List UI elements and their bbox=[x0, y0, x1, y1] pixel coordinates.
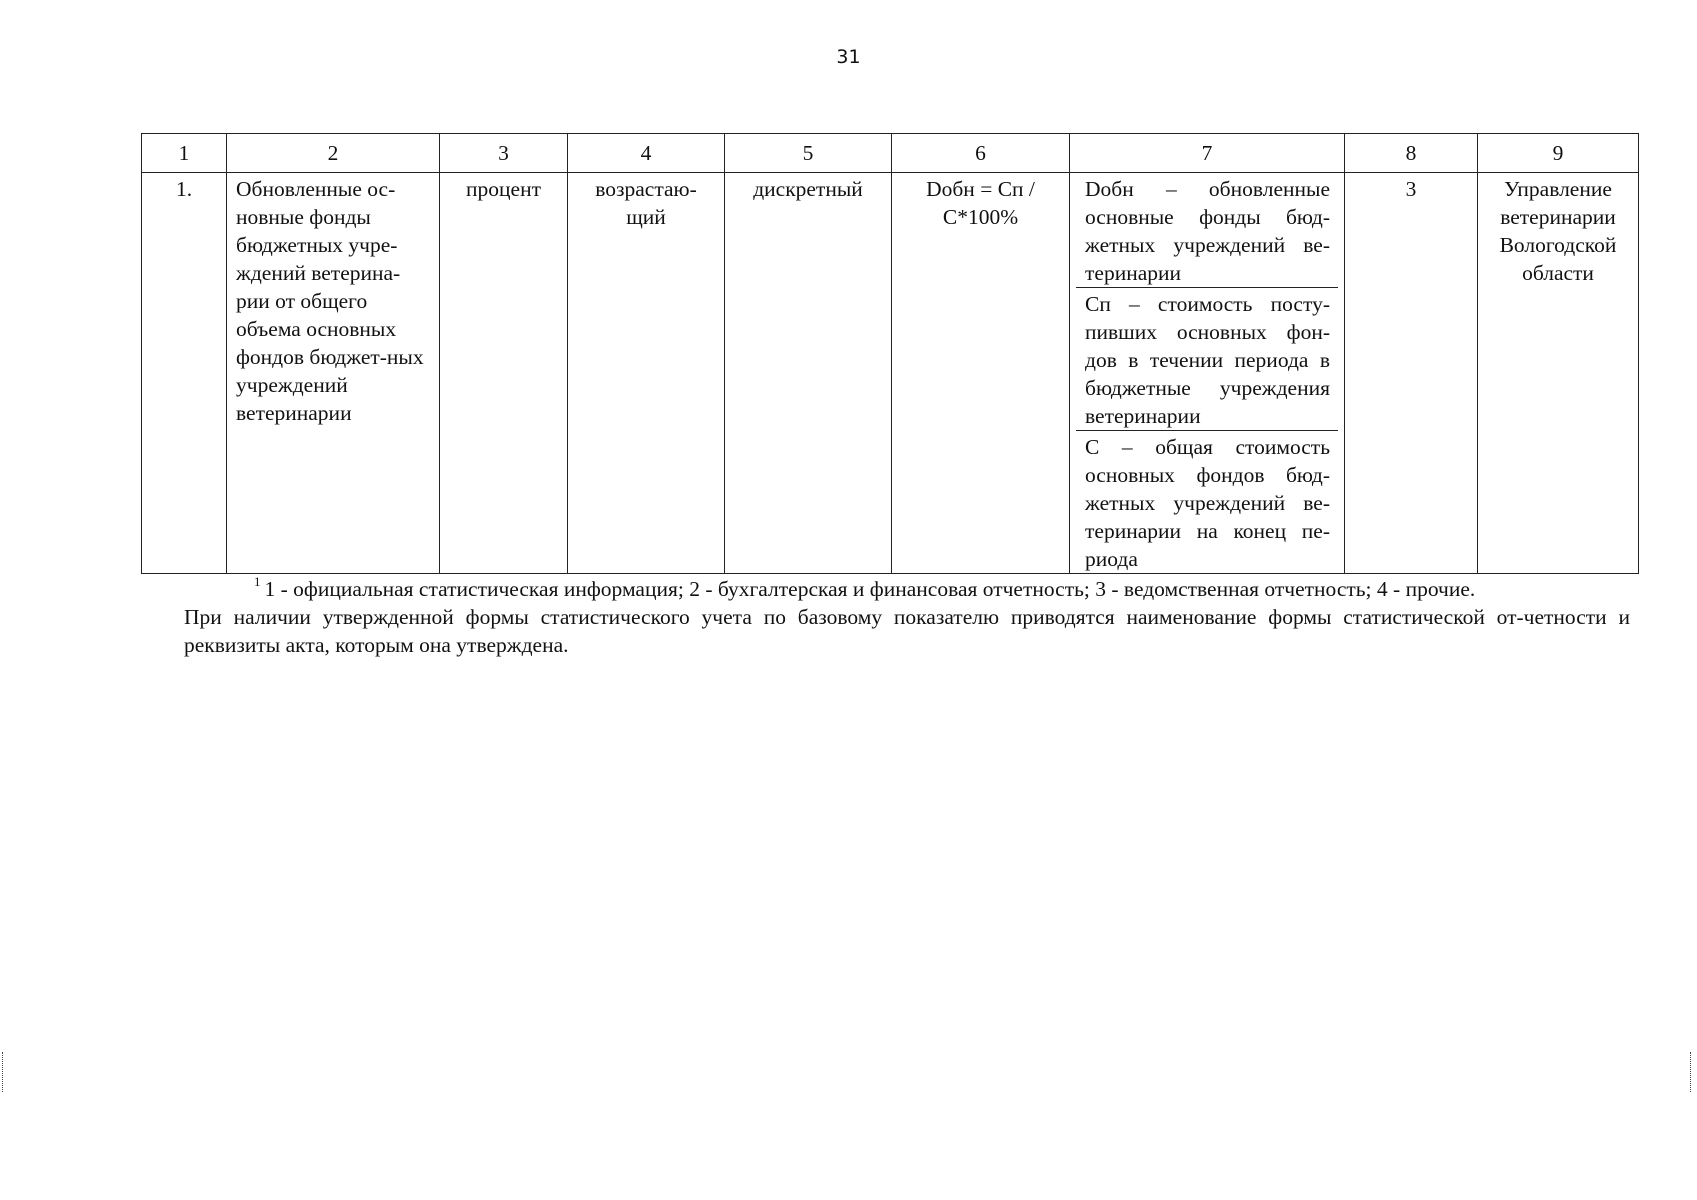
footnote bbox=[184, 568, 1630, 659]
column-number: 8 bbox=[1345, 134, 1478, 173]
variable-definition: Сп – стоимость посту-пивших основных фон-дов в течении периода в бюджетные учреждения ветеринарии bbox=[1076, 287, 1338, 430]
footnote-note: При наличии утвержденной формы статистического учета по базовому показателю приводятся наименование формы статистической от-четности и реквизиты акта, которым она утверждена. bbox=[184, 605, 1630, 657]
page-number: 31 bbox=[836, 46, 861, 68]
column-number: 3 bbox=[440, 134, 568, 173]
column-number: 4 bbox=[568, 134, 725, 173]
indicator-table bbox=[141, 133, 1639, 574]
formula-cell: Dобн = Сп / С*100% bbox=[892, 173, 1070, 574]
indicator-name: Обновленные ос-новные фонды бюджетных учре-ждений ветерина-рии от общего объема основных фондов бюджет-ных учреждений ветеринарии bbox=[227, 173, 440, 574]
column-number: 2 bbox=[227, 134, 440, 173]
column-number-row bbox=[142, 134, 1639, 173]
scan-edge-mark bbox=[2, 1052, 6, 1092]
variable-definition: Dобн – обновленные основные фонды бюд-жетных учреждений ве-теринарии bbox=[1085, 177, 1330, 285]
source-code-cell: 3 bbox=[1345, 173, 1478, 574]
column-number: 1 bbox=[142, 134, 227, 173]
column-number: 9 bbox=[1478, 134, 1639, 173]
column-number: 6 bbox=[892, 134, 1070, 173]
column-number: 7 bbox=[1070, 134, 1345, 173]
responsible-cell: Управление ветеринарии Вологодской области bbox=[1478, 173, 1639, 574]
trend-cell: возрастаю-щий bbox=[568, 173, 725, 574]
type-cell: дискретный bbox=[725, 173, 892, 574]
footnote-mark: 1 bbox=[254, 574, 261, 589]
scan-edge-mark bbox=[1690, 1052, 1694, 1092]
footnote-sources: 1 - официальная статистическая информация; 2 - бухгалтерская и финансовая отчетность; 3 - ведомственная отчетность; 4 - прочие. bbox=[264, 577, 1476, 601]
column-number: 5 bbox=[725, 134, 892, 173]
table-row bbox=[142, 173, 1639, 574]
variables-cell bbox=[1070, 173, 1345, 574]
row-number: 1. bbox=[142, 173, 227, 574]
footnote-line bbox=[184, 568, 1630, 603]
variable-definition: С – общая стоимость основных фондов бюд-жетных учреждений ве-теринарии на конец пе-риода bbox=[1076, 430, 1338, 573]
unit-cell: процент bbox=[440, 173, 568, 574]
